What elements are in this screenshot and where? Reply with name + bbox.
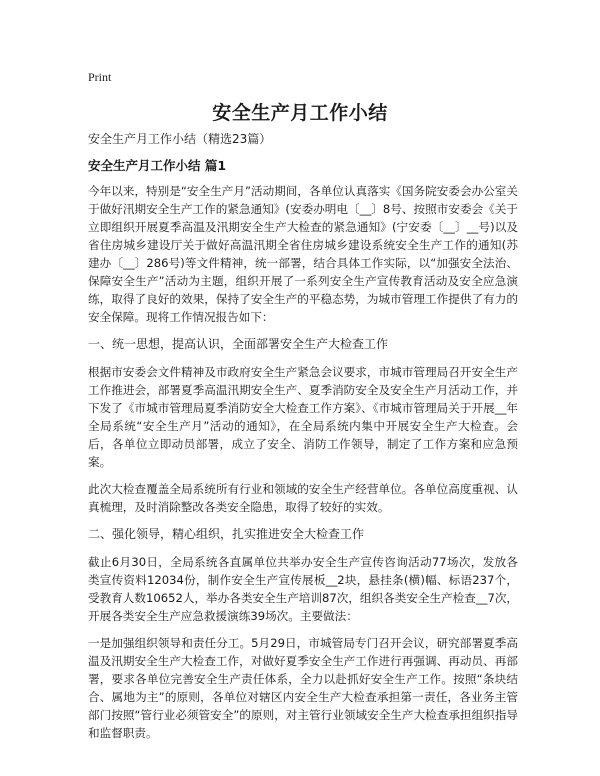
paragraph-1: 根据市安委会文件精神及市政府安全生产紧急会议要求，市城市管理局召开安全生产工作推进会，部署夏季高温汛期安全生产、夏季消防安全及安全生产月活动工作，并下发了《市城市管理局夏季消防安全大检查工作方案》、《市城市管理局关于开展__年全局系统“安全生产月”活动的通知》，在全局系统内集中开展安全生产大检查。会后，各单位立即动员部署，成立了安全、消防工作领导，制定了工作方案和应急预案。 xyxy=(88,365,518,469)
subheading-2: 二、强化领导，精心组织，扎实推进安全大检查工作 xyxy=(88,527,365,541)
section-heading: 安全生产月工作小结 篇1 xyxy=(88,158,227,173)
print-link[interactable]: Print xyxy=(88,70,112,84)
intro-paragraph: 今年以来，特别是“安全生产月”活动期间，各单位认真落实《国务院安委会办公室关于做好汛期安全生产工作的紧急通知》(安委办明电〔__〕8号、按照市安委会《关于立即组织开展夏季高温及汛期安全生产大检查的紧急通知》(宁安委〔__〕__号)以及省住房城乡建设厅关于做好高温汛期全省住房城乡建设系统安全生产工作的通知(苏建办〔__〕286号)等文件精神，统一部署，结合具体工作实际，以“加强安全法治、保障安全生产”活动为主题，组织开展了一系列安全生产宣传教育活动及安全应急演练，取得了良好的效果，保持了安全生产的平稳态势，为城市管理工作提供了有力的安全保障。现将工作情况报告如下： xyxy=(88,184,518,324)
article-body xyxy=(88,131,518,751)
subheading-1: 一、统一思想，提高认识，全面部署安全生产大检查工作 xyxy=(88,337,389,351)
page-title: 安全生产月工作小结 xyxy=(212,102,388,124)
article-subtitle: 安全生产月工作小结（精选23篇） xyxy=(88,132,272,146)
paragraph-2: 此次大检查覆盖全局系统所有行业和领域的安全生产经营单位。各单位高度重视、认真梳理，及时消除整改各类安全隐患，取得了较好的实效。 xyxy=(88,482,518,514)
paragraph-4: 一是加强组织领导和责任分工。5月29日，市城管局专门召开会议，研究部署夏季高温及汛期安全生产大检查工作，对做好夏季安全生产工作进行再强调、再动员、再部署，要求各单位完善安全生产责任体系，全力以赴抓好安全生产工作。按照“条块结合、属地为主”的原则，各单位对辖区内安全生产大检查承担第一责任，各业务主管部门按照“管行业必须管安全”的原则，对主管行业领域安全生产大检查承担组织指导和监督职责。 xyxy=(88,636,518,740)
paragraph-3: 截止6月30日，全局系统各直属单位共举办安全生产宣传咨询活动77场次，发放各类宣传资料12034份，制作安全生产宣传展板__2块，悬挂条(横)幅、标语237个，受教育人数10652人，举办各类安全生产培训87次，组织各类安全生产检查__7次，开展各类安全生产应急救援演练39场次。主要做法： xyxy=(88,555,519,623)
